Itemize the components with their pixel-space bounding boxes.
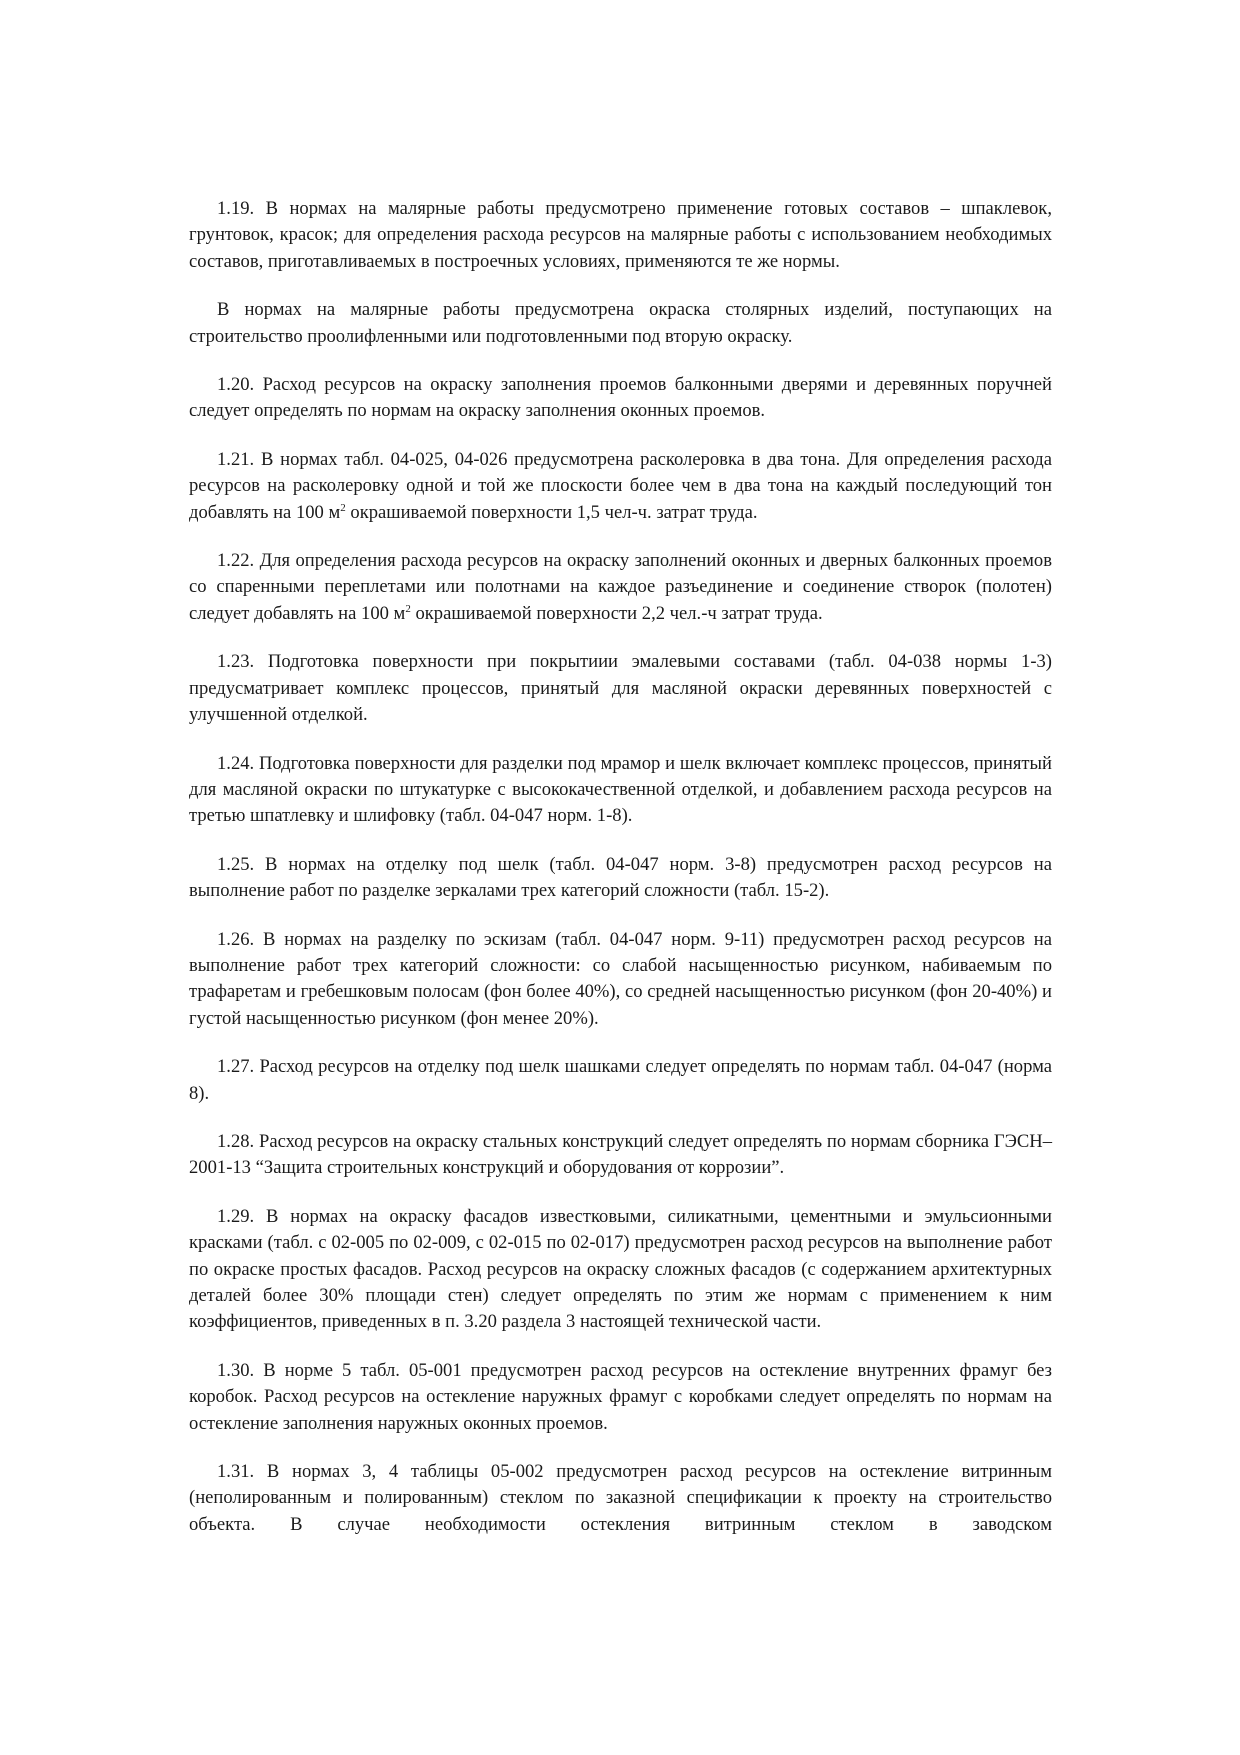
paragraph-1-21 [189,447,1052,526]
paragraph-1-31: 1.31. В нормах 3, 4 таблицы 05-002 предусмотрен расход ресурсов на остекление витринным (неполированным и полированным) стеклом по заказной спецификации к проекту на строительство объекта. В случае необходимости остекления витринным стеклом в заводском [189,1461,1052,1535]
paragraph-1-24: 1.24. Подготовка поверхности для разделки под мрамор и шелк включает комплекс процессов, принятый для масляной окраски по штукатурке с высококачественной отделкой, и добавлением расхода ресурсов на третью шпатлевку и шлифовку (табл. 04-047 норм. 1-8). [189,752,1052,827]
paragraph-1-26: 1.26. В нормах на разделку по эскизам (табл. 04-047 норм. 9-11) предусмотрен расход ресурсов на выполнение работ трех категорий сложности: со слабой насыщенностью рисунком, набиваемым по трафаретам и гребешковым полосам (фон более 40%), со средней насыщенностью рисунком (фон 20-40%) и густой насыщенностью рисунком (фон менее 20%). [189,928,1052,1029]
paragraph-1-28: 1.28. Расход ресурсов на окраску стальных конструкций следует определять по нормам сборника ГЭСН–2001-13 “Защита строительных конструкций и оборудования от коррозии”. [189,1130,1052,1179]
document-body [189,196,1052,1560]
paragraph-1-20: 1.20. Расход ресурсов на окраску заполнения проемов балконными дверями и деревянных поручней следует определять по нормам на окраску заполнения оконных проемов. [189,374,1052,422]
paragraph-1-27: 1.27. Расход ресурсов на отделку под шелк шашками следует определять по нормам табл. 04-047 (норма 8). [189,1056,1052,1104]
paragraph-1-19-continuation: В нормах на малярные работы предусмотрена окраска столярных изделий, поступающих на строительство проолифленными или подготовленными под вторую окраску. [189,299,1052,347]
paragraph-1-19: 1.19. В нормах на малярные работы предусмотрено применение готовых составов – шпаклевок, грунтовок, красок; для определения расхода ресурсов на малярные работы с использованием необходимых составов, приготавливаемых в построечных условиях, применяются те же нормы. [189,198,1052,272]
paragraph-1-23: 1.23. Подготовка поверхности при покрытиии эмалевыми составами (табл. 04-038 нормы 1-3) предусматривает комплекс процессов, принятый для масляной окраски деревянных поверхностей с улучшенной отделкой. [189,651,1052,726]
superscript-square: 2 [405,602,411,615]
paragraph-1-21-text-after: окрашиваемой поверхности 1,5 чел-ч. затрат труда. [345,501,758,523]
paragraph-1-22-text-after: окрашиваемой поверхности 2,2 чел.-ч затрат труда. [410,602,823,624]
superscript-square: 2 [340,501,346,514]
paragraph-1-25: 1.25. В нормах на отделку под шелк (табл. 04-047 норм. 3-8) предусмотрен расход ресурсов на выполнение работ по разделке зеркалами трех категорий сложности (табл. 15-2). [189,853,1052,902]
paragraph-1-22 [189,548,1052,627]
paragraph-1-29: 1.29. В нормах на окраску фасадов известковыми, силикатными, цементными и эмульсионными красками (табл. с 02-005 по 02-009, с 02-015 по 02-017) предусмотрен расход ресурсов на выполнение работ по окраске простых фасадов. Расход ресурсов на окраску сложных фасадов (с содержанием архитектурных деталей более 30% площади стен) следует определять по этим же нормам с применением к ним коэффициентов, приведенных в п. 3.20 раздела 3 настоящей технической части. [189,1205,1052,1333]
paragraph-1-30: 1.30. В норме 5 табл. 05-001 предусмотрен расход ресурсов на остекление внутренних фрамуг без коробок. Расход ресурсов на остекление наружных фрамуг с коробками следует определять по нормам на остекление заполнения наружных оконных проемов. [189,1359,1052,1434]
paragraph-1-21-text-before: 1.21. В нормах табл. 04-025, 04-026 предусмотрена расколеровка в два тона. Для определения расхода ресурсов на расколеровку одной и той же плоскости более чем в два тона на каждый последующий тон добавлять на 100 м [189,448,1052,523]
paragraph-1-22-text-before: 1.22. Для определения расхода ресурсов на окраску заполнений оконных и дверных балконных проемов со спаренными переплетами или полотнами на каждое разъединение и соединение створок (полотен) следует добавлять на 100 м [189,550,1052,624]
